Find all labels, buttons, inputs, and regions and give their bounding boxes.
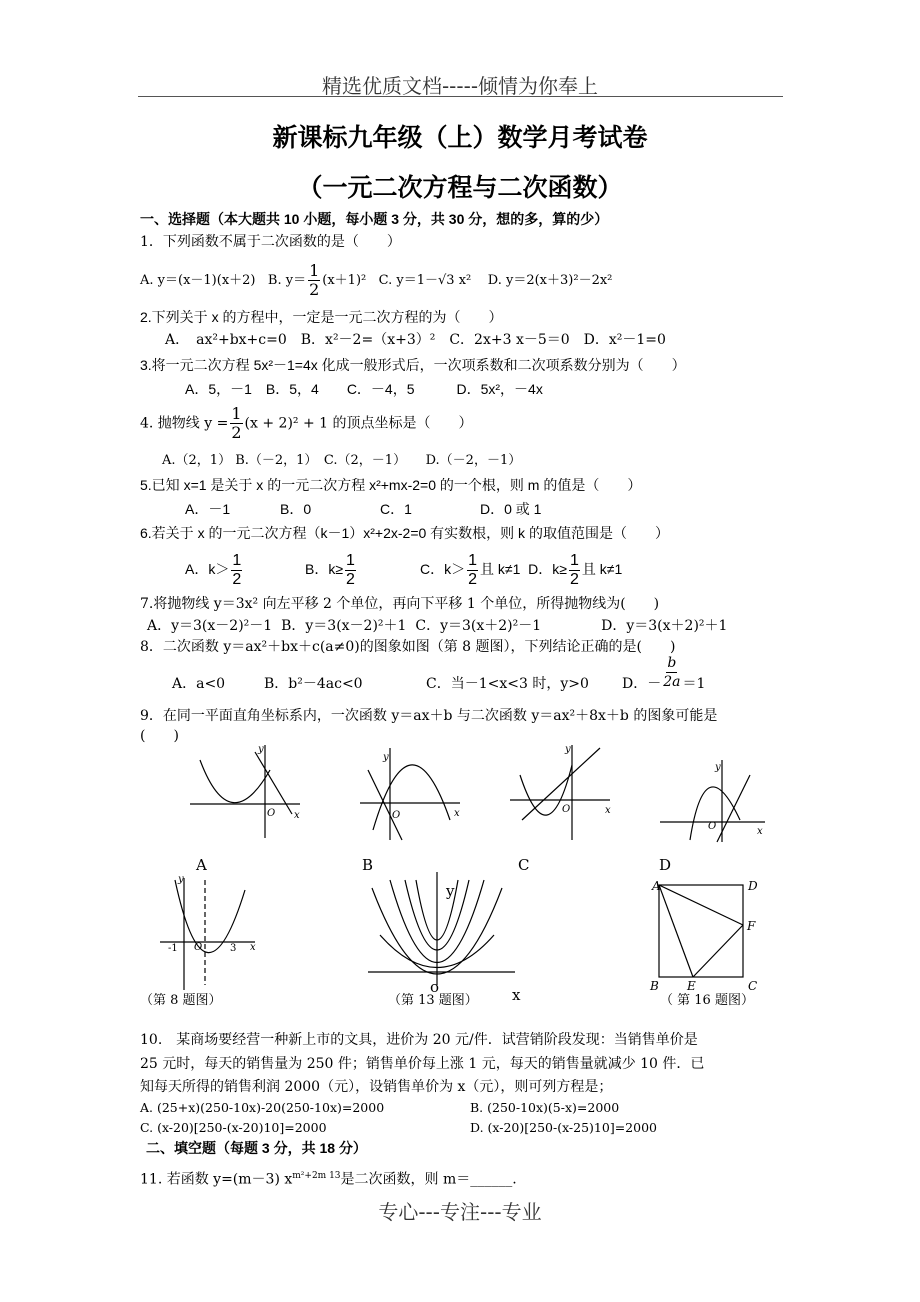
- q8-option-a: A．a<0: [172, 676, 226, 692]
- figure-16: [659, 885, 743, 977]
- q9-stem: 9．在同一平面直角坐标系内，一次函数 y＝ax＋b 与二次函数 y＝ax²＋8x＋b 的图象可能是: [140, 708, 718, 724]
- q2-options: A． ax²+bx+c=0 B．x²－2=（x+3）² C．2x+3 x－5＝0 D．x²－1=0: [165, 332, 666, 348]
- q1-option-d: D. y＝2(x＋3)²－2x²: [487, 273, 613, 288]
- q11-exponent: m²+2m 13: [292, 1171, 341, 1181]
- graph-a: [190, 745, 300, 838]
- q6-option-d-rest: 且 k≠1: [581, 561, 623, 578]
- figure-13-caption: （第 13 题图）: [388, 993, 478, 1008]
- axis-label: x: [250, 942, 256, 953]
- q4-options: A.（2，1） B.（－2，1） C.（2，－1） D.（－2，－1）: [162, 453, 522, 468]
- graph-label-d: D: [659, 856, 672, 874]
- point-label: F: [747, 919, 756, 933]
- q6-stem: 6.若关于 x 的一元二次方程（k－1）x²+2x-2=0 有实数根，则 k 的取值范围是（ ）: [140, 525, 669, 541]
- q5-option-c: C．1: [380, 501, 412, 517]
- q4-text-rest: (x + 2)² + 1 的顶点坐标是（ ）: [244, 415, 473, 432]
- section2-heading: 二、填空题（每题 3 分，共 18 分）: [146, 1140, 367, 1156]
- origin-label: O: [194, 942, 203, 953]
- graph-label-c: C: [518, 856, 530, 874]
- axis-label: x: [294, 810, 300, 821]
- exam-title: 新课标九年级（上）数学月考试卷: [272, 123, 648, 152]
- denominator: 2: [309, 280, 320, 299]
- figure-16-caption: （ 第 16 题图）: [660, 993, 754, 1008]
- point-label: D: [748, 879, 758, 893]
- tick-label: 3: [230, 943, 237, 954]
- origin-label: O: [708, 821, 717, 832]
- graph-label-a: A: [196, 856, 207, 874]
- q6-option-c: C．k＞: [420, 561, 466, 578]
- axis-label: x: [605, 805, 611, 816]
- q1-option-c: C. y＝1－√3 x²: [378, 273, 472, 288]
- q8-option-d: D．－: [622, 676, 662, 692]
- numerator: 1: [468, 552, 478, 569]
- q3-options: A．5，－1 B．5，4 C．－4，5 D．5x²，－4x: [185, 381, 543, 397]
- q2-stem: 2.下列关于 x 的方程中，一定是一元二次方程的为（ ）: [140, 309, 503, 325]
- axis-label: y: [258, 744, 264, 755]
- axis-label: x: [512, 986, 521, 1004]
- tick-label: -1: [168, 943, 178, 954]
- q5-stem: 5.已知 x=1 是关于 x 的一元二次方程 x²+mx-2=0 的一个根，则 m 的值是（ ）: [140, 477, 642, 493]
- point-label: A: [652, 879, 661, 893]
- point-label: B: [650, 979, 659, 993]
- denominator: 2a: [663, 673, 681, 690]
- q11-text-rest: 是二次函数，则 m＝______.: [340, 1171, 517, 1188]
- q10-option-c: C. (x-20)[250-(x-20)10]=2000: [140, 1120, 327, 1135]
- q1-option-b: B. y＝: [267, 273, 307, 288]
- figure-13: [368, 872, 515, 985]
- q6-option-b: B．k≥: [305, 561, 344, 578]
- q10-line1: 10. 某商场要经营一种新上市的文具，进价为 20 元/件．试营销阶段发现：当销售单价是: [140, 1032, 698, 1048]
- q11-text: 11. 若函数 y=(m－3) x: [140, 1171, 293, 1188]
- origin-label: O: [562, 804, 571, 815]
- q4-text: 4. 抛物线 y =: [140, 415, 229, 432]
- section1-heading: 一、选择题（本大题共 10 小题，每小题 3 分，共 30 分，想的多，算的少）: [140, 211, 609, 227]
- q5-option-b: B．0: [280, 501, 312, 517]
- numerator: 1: [231, 404, 242, 423]
- q8-stem: 8．二次函数 y＝ax²＋bx＋c(a≠0)的图象如图（第 8 题图），下列结论正确的是( ): [140, 639, 676, 655]
- denominator: 2: [232, 571, 242, 588]
- axis-label: x: [757, 826, 763, 837]
- axis-label: x: [454, 808, 460, 819]
- q7-stem: 7.将抛物线 y＝3x² 向左平移 2 个单位，再向下平移 1 个单位，所得抛物线为( ): [140, 596, 660, 612]
- origin-label: O: [267, 808, 276, 819]
- q7-option-a: A．y＝3(x－2)²－1: [147, 618, 273, 634]
- numerator: b: [667, 654, 677, 671]
- axis-label: y: [178, 874, 184, 885]
- point-label: E: [687, 979, 696, 993]
- denominator: 2: [346, 571, 355, 588]
- page-header: 精选优质文档-----倾情为你奉上: [321, 74, 599, 98]
- origin-label: o: [430, 978, 440, 996]
- q5-option-d: D．0 或 1: [480, 501, 542, 517]
- q9-paren: ( ): [140, 728, 179, 744]
- q1-option-b-rest: (x＋1)²: [322, 273, 367, 288]
- q10-option-d: D. (x-20)[250-(x-25)10]=2000: [470, 1120, 657, 1135]
- q8-option-b: B．b²－4ac<0: [264, 676, 363, 692]
- q7-option-c: C．y＝3(x＋2)²－1: [415, 618, 542, 634]
- denominator: 2: [468, 571, 478, 588]
- q10-option-b: B. (250-10x)(5-x)=2000: [470, 1100, 620, 1115]
- axis-label: y: [446, 882, 455, 900]
- axis-label: y: [715, 762, 721, 773]
- q1-stem: 1．下列函数不属于二次函数的是（ ）: [140, 234, 401, 250]
- q6-option-d: D．k≥: [528, 561, 567, 578]
- graph-c: [510, 745, 610, 840]
- q6-option-c-rest: 且 k≠1: [480, 561, 521, 578]
- denominator: 2: [569, 571, 579, 588]
- numerator: 1: [232, 552, 242, 569]
- page-footer: 专心---专注---专业: [378, 1200, 542, 1224]
- point-label: C: [748, 979, 758, 993]
- axis-label: y: [383, 752, 389, 763]
- q10-line3: 知每天所得的销售利润 2000（元），设销售单价为 x（元），则可列方程是；: [140, 1079, 613, 1095]
- numerator: 1: [309, 261, 320, 280]
- q8-option-d-rest: ＝1: [682, 676, 706, 692]
- q10-option-a: A. (25+x)(250-10x)-20(250-10x)=2000: [140, 1100, 385, 1115]
- denominator: 2: [231, 423, 242, 442]
- numerator: 1: [346, 552, 355, 569]
- origin-label: O: [392, 810, 401, 821]
- q11-stem: [140, 1167, 517, 1189]
- graph-b: [360, 748, 460, 840]
- axis-label: y: [565, 744, 571, 755]
- q1-option-a: A. y＝(x－1)(x＋2): [140, 273, 256, 288]
- q6-option-a: A．k＞: [185, 561, 230, 578]
- graph-label-b: B: [362, 856, 374, 874]
- figure-8: [160, 878, 255, 990]
- q5-option-a: A．－1: [185, 501, 231, 517]
- q7-option-d: D．y＝3(x＋2)²＋1: [601, 618, 728, 634]
- figure-8-caption: （第 8 题图）: [140, 993, 222, 1008]
- numerator: 1: [569, 552, 579, 569]
- q7-option-b: B．y＝3(x－2)²＋1: [281, 618, 407, 634]
- q3-stem: 3.将一元二次方程 5x²－1=4x 化成一般形式后，一次项系数和二次项系数分别为（ ）: [140, 357, 686, 373]
- exam-subtitle: （一元二次方程与二次函数）: [297, 173, 623, 202]
- q8-option-c: C．当－1<x<3 时，y>0: [426, 676, 589, 692]
- q10-line2: 25 元时，每天的销售量为 250 件；销售单价每上涨 1 元，每天的销售量就减少 10 件．已: [140, 1056, 705, 1072]
